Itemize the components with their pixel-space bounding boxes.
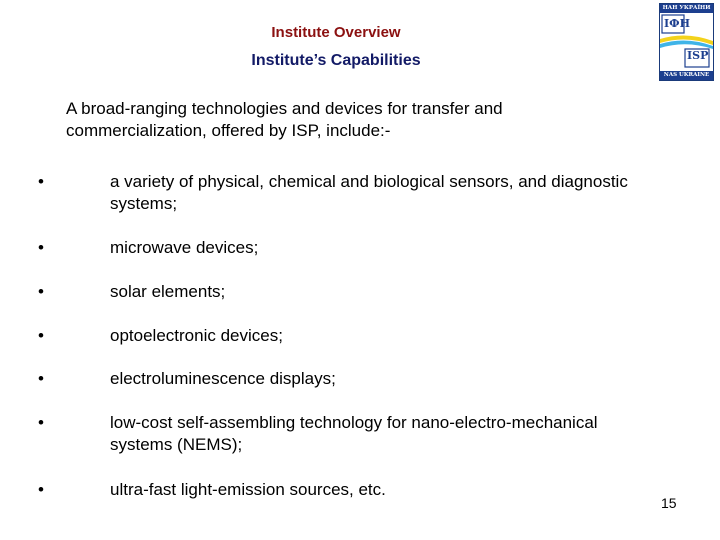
- logo-bottom-text: NAS UKRAINE: [660, 71, 713, 80]
- bullet-icon: •: [38, 369, 44, 388]
- kicker-heading: Institute Overview: [271, 24, 401, 41]
- institute-logo: [659, 3, 714, 81]
- list-item-text: low-cost self-assembling technology for nano-electro-mechanical systems (NEMS);: [110, 413, 598, 454]
- list-item-text: solar elements;: [110, 282, 226, 301]
- bullet-icon: •: [38, 282, 44, 301]
- page-number: 15: [661, 495, 677, 511]
- logo-isp-text: ISP: [687, 49, 709, 62]
- list-item-text: microwave devices;: [110, 238, 259, 257]
- bullet-icon: •: [38, 172, 44, 191]
- bullet-icon: •: [38, 238, 44, 257]
- list-item-text: a variety of physical, chemical and biological sensors, and diagnostic systems;: [110, 172, 628, 213]
- bullet-icon: •: [38, 326, 44, 345]
- page-title: Institute’s Capabilities: [251, 52, 421, 69]
- list-item-text: electroluminescence displays;: [110, 369, 336, 388]
- bullet-icon: •: [38, 413, 44, 432]
- list-item-text: ultra-fast light-emission sources, etc.: [110, 480, 386, 499]
- intro-paragraph: A broad-ranging technologies and devices for transfer and commercialization, offered by ISP, include:-: [66, 99, 503, 140]
- logo-ifp-text: ІФН: [664, 17, 690, 30]
- list-item-text: optoelectronic devices;: [110, 326, 283, 345]
- logo-top-text: НАН УКРАЇНИ: [660, 4, 713, 13]
- bullet-icon: •: [38, 480, 44, 499]
